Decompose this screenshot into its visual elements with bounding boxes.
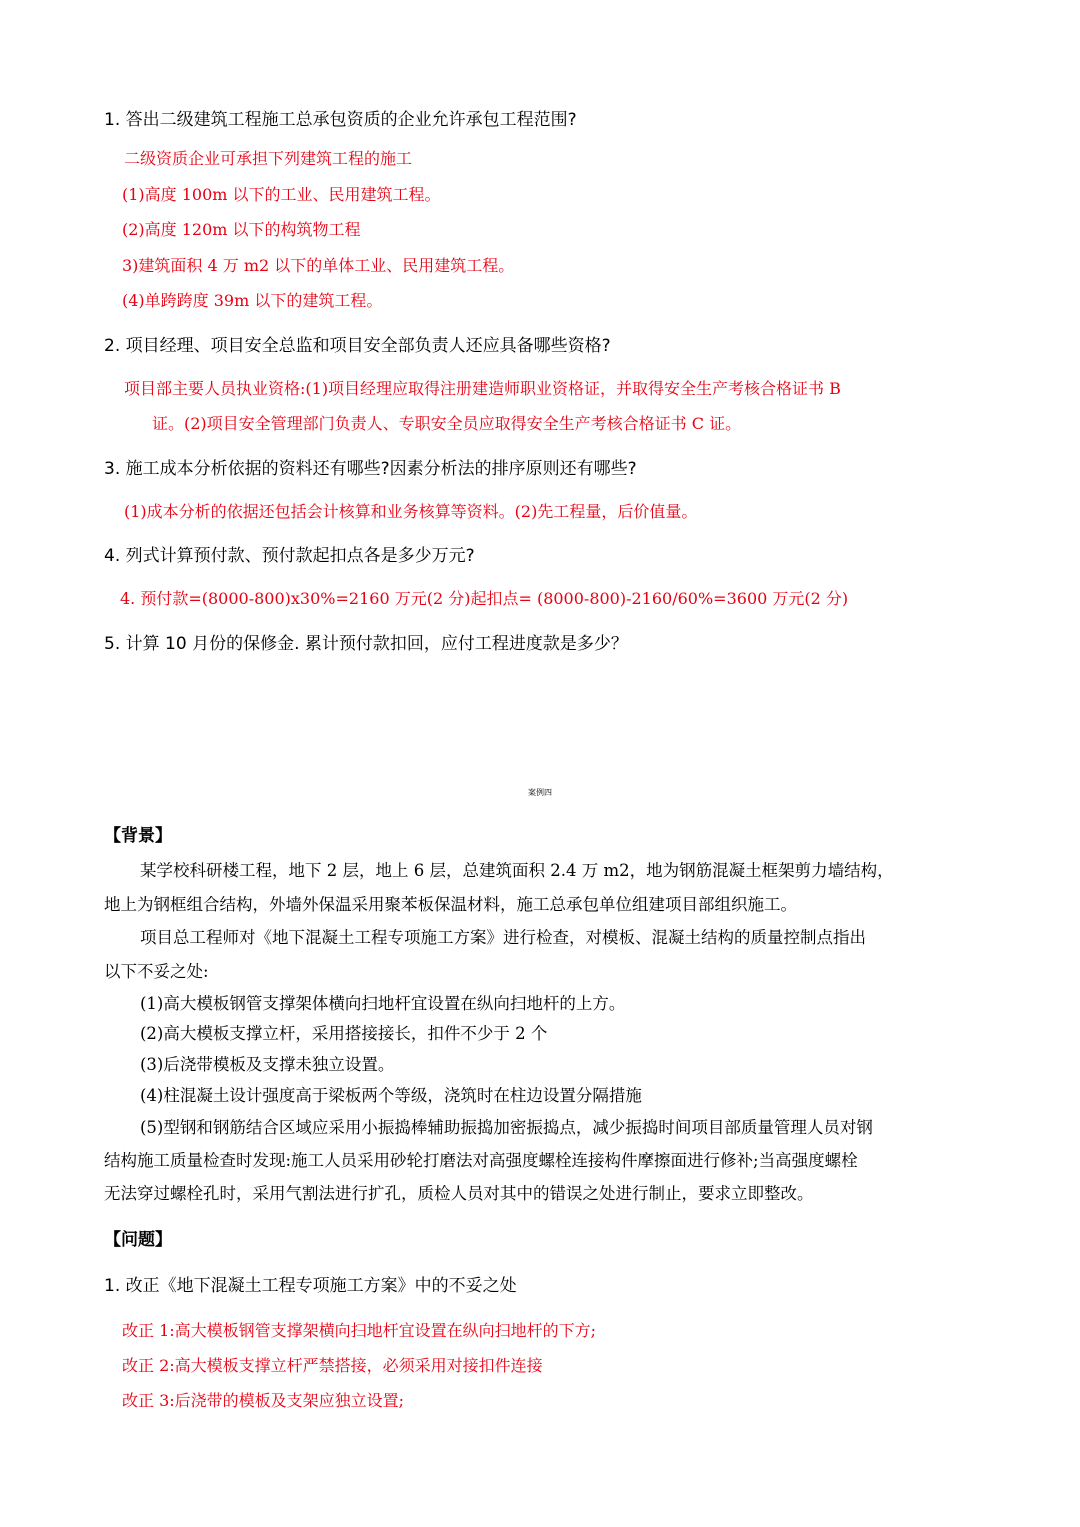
answer-2-line-2: 证。(2)项目安全管理部门负责人、专职安全员应取得安全生产考核合格证书 C 证。 <box>152 414 742 433</box>
background-line-3: 项目总工程师对《地下混凝土工程专项施工方案》进行检查，对模板、混凝土结构的质量控制点指出 <box>140 928 866 947</box>
background-line-10: 结构施工质量检查时发现:施工人员采用砂轮打磨法对高强度螺栓连接构件摩擦面进行修补;当高强度螺栓 <box>104 1151 858 1170</box>
background-item-4: (4)柱混凝土设计强度高于梁板两个等级，浇筑时在柱边设置分隔措施 <box>140 1086 642 1105</box>
background-line-4: 以下不妥之处: <box>104 962 209 981</box>
correction-2: 改正 2:高大模板支撑立杆严禁搭接，必须采用对接扣件连接 <box>122 1356 543 1375</box>
answer-1-line-1: 二级资质企业可承担下列建筑工程的施工 <box>124 149 413 168</box>
answer-3-line-1: (1)成本分析的依据还包括会计核算和业务核算等资料。(2)先工程量，后价值量。 <box>124 502 698 521</box>
answer-1-line-5: (4)单跨跨度 39m 以下的建筑工程。 <box>122 291 383 310</box>
background-line-11: 无法穿过螺栓孔时，采用气割法进行扩孔，质检人员对其中的错误之处进行制止，要求立即整改。 <box>104 1184 814 1203</box>
answer-1-line-4: 3)建筑面积 4 万 m2 以下的单体工业、民用建筑工程。 <box>122 256 515 275</box>
question-4: 4. 列式计算预付款、预付款起扣点各是多少万元? <box>104 546 475 566</box>
background-item-1: (1)高大模板钢管支撑架体横向扫地杆宜设置在纵向扫地杆的上方。 <box>140 994 626 1013</box>
case-question-1: 1. 改正《地下混凝土工程专项施工方案》中的不妥之处 <box>104 1276 517 1296</box>
answer-2-line-1: 项目部主要人员执业资格:(1)项目经理应取得注册建造师职业资格证，并取得安全生产考核合格证书 B <box>124 379 841 398</box>
question-1: 1. 答出二级建筑工程施工总承包资质的企业允许承包工程范围? <box>104 110 577 130</box>
answer-1-line-2: (1)高度 100m 以下的工业、民用建筑工程。 <box>122 185 441 204</box>
case-title: 案例四 <box>528 788 552 797</box>
answer-1-line-3: (2)高度 120m 以下的构筑物工程 <box>122 220 361 239</box>
correction-3: 改正 3:后浇带的模板及支架应独立设置; <box>122 1391 405 1410</box>
question-3: 3. 施工成本分析依据的资料还有哪些?因素分析法的排序原则还有哪些? <box>104 459 637 479</box>
answer-4-line-1: 4. 预付款=(8000-800)x30%=2160 万元(2 分)起扣点= (8000-800)-2160/60%=3600 万元(2 分) <box>120 589 849 608</box>
correction-1: 改正 1:高大模板钢管支撑架横向扫地杆宜设置在纵向扫地杆的下方; <box>122 1321 597 1340</box>
background-heading: 【背景】 <box>104 826 172 846</box>
question-heading: 【问题】 <box>104 1230 172 1250</box>
background-item-2: (2)高大模板支撑立杆，采用搭接接长，扣件不少于 2 个 <box>140 1024 548 1043</box>
background-line-1: 某学校科研楼工程，地下 2 层，地上 6 层，总建筑面积 2.4 万 m2，地为钢筋混凝土框架剪力墙结构， <box>140 861 894 880</box>
background-item-5: (5)型钢和钢筋结合区域应采用小振捣棒辅助振捣加密振捣点，减少振捣时间项目部质量管理人员对钢 <box>140 1118 873 1137</box>
question-2: 2. 项目经理、项目安全总监和项目安全部负责人还应具备哪些资格? <box>104 336 611 356</box>
background-line-2: 地上为钢框组合结构，外墙外保温采用聚苯板保温材料，施工总承包单位组建项目部组织施工。 <box>104 895 797 914</box>
question-5: 5. 计算 10 月份的保修金. 累计预付款扣回，应付工程进度款是多少？ <box>104 634 628 654</box>
background-item-3: (3)后浇带模板及支撑未独立设置。 <box>140 1055 395 1074</box>
